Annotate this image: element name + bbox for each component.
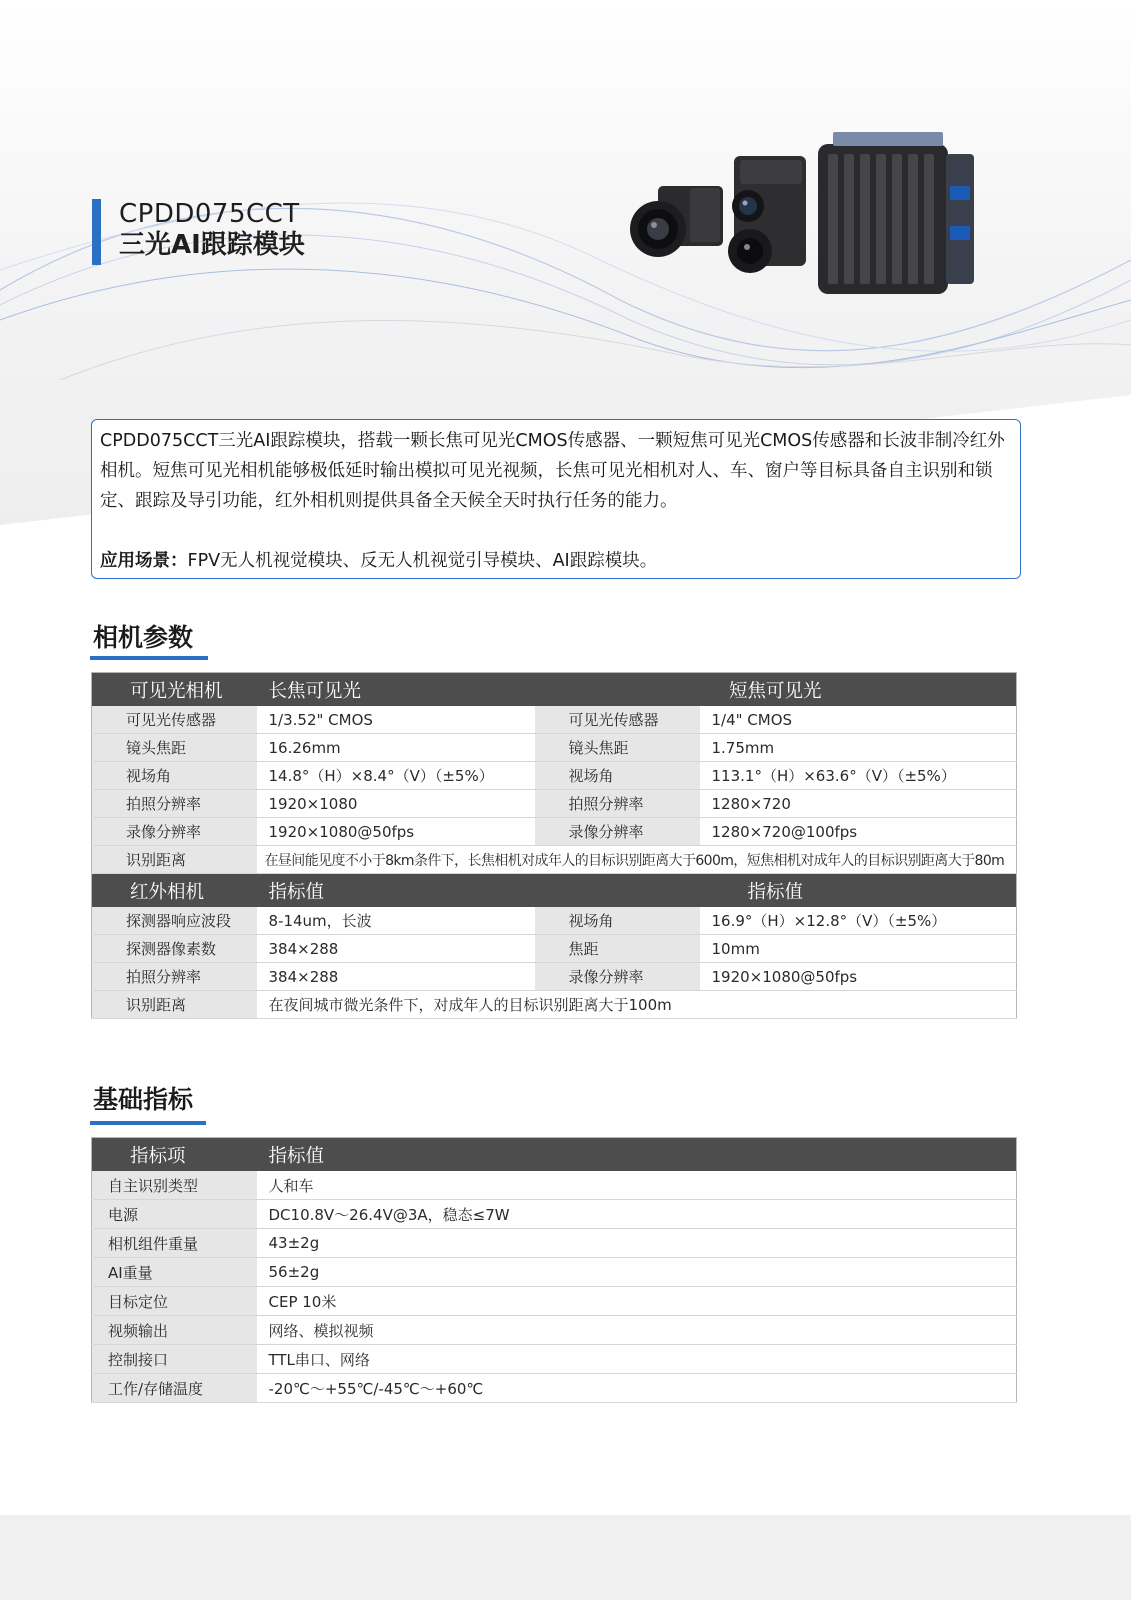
table-row [92,963,1017,991]
row-label: 拍照分辨率 [92,790,257,818]
table-row [92,706,1017,734]
row-label: 探测器响应波段 [92,907,257,935]
row-value: 1/3.52" CMOS [257,706,535,734]
intro-description: CPDD075CCT三光AI跟踪模块，搭载一颗长焦可见光CMOS传感器、一颗短焦可见光CMOS传感器和长波非制冷红外相机。短焦可见光相机能够极低延时输出模拟可见光视频，长焦可见光相机对人、车、窗户等目标具备自主识别和锁定、跟踪及导引功能，红外相机则提供具备全天候全天时执行任务的能力。 [100,431,1005,511]
row-value: 1920×1080@50fps [700,963,1017,991]
table-row [92,907,1017,935]
row-label: 识别距离 [92,991,257,1019]
infrared-header-value: 指标值 [257,874,535,908]
camera-section-title: 相机参数 [93,623,194,652]
infrared-header-value-2: 指标值 [535,874,1017,908]
row-value: 1.75mm [700,734,1017,762]
row-label: 视场角 [92,762,257,790]
row-value: 10mm [700,935,1017,963]
row-value: 1920×1080@50fps [257,818,535,846]
table-row [92,734,1017,762]
table-row [92,1200,1017,1229]
footer-band [0,1515,1131,1600]
row-label: 录像分辨率 [535,963,700,991]
camera-params-table [91,672,1017,1019]
row-value: 56±2g [257,1258,1017,1287]
row-label: 录像分辨率 [92,818,257,846]
row-label: 电源 [92,1200,257,1229]
visible-header-long: 长焦可见光 [257,673,535,707]
row-value: 14.8°（H）×8.4°（V）（±5%） [257,762,535,790]
row-value: -20℃～+55℃/-45℃～+60℃ [257,1374,1017,1403]
row-value: 384×288 [257,935,535,963]
intro-box [91,419,1021,579]
row-label: 拍照分辨率 [92,963,257,991]
product-title [92,199,305,265]
row-value: 8-14um，长波 [257,907,535,935]
row-label: 探测器像素数 [92,935,257,963]
base-header-value: 指标值 [257,1138,1017,1172]
table-row [92,762,1017,790]
camera-section-underline [90,656,208,660]
table-row [92,1345,1017,1374]
row-value: 113.1°（H）×63.6°（V）（±5%） [700,762,1017,790]
application-scenarios [100,546,1012,576]
row-value: 1920×1080 [257,790,535,818]
visible-range-value: 在昼间能见度不小于8km条件下，长焦相机对成年人的目标识别距离大于600m，短焦相机对成年人的目标识别距离大于80m [257,846,1017,874]
product-name: 三光AI跟踪模块 [119,230,305,260]
table-row [92,1374,1017,1403]
row-value: 网络、模拟视频 [257,1316,1017,1345]
visible-header-short: 短焦可见光 [535,673,1017,707]
table-row [92,790,1017,818]
row-label: 可见光传感器 [535,706,700,734]
row-label: 视场角 [535,762,700,790]
row-value: 16.26mm [257,734,535,762]
base-section-title: 基础指标 [93,1085,194,1114]
product-model: CPDD075CCT [119,199,300,229]
row-value: 1280×720 [700,790,1017,818]
table-row [92,1287,1017,1316]
row-label: 目标定位 [92,1287,257,1316]
row-value: DC10.8V～26.4V@3A，稳态≤7W [257,1200,1017,1229]
base-header-label: 指标项 [92,1138,257,1172]
visible-header-label: 可见光相机 [92,673,257,707]
table-row [92,1258,1017,1287]
base-header-row [92,1138,1017,1172]
row-value: 384×288 [257,963,535,991]
table-row [92,1229,1017,1258]
application-label: 应用场景： [100,551,188,571]
row-label: 可见光传感器 [92,706,257,734]
application-text: FPV无人机视觉模块、反无人机视觉引导模块、AI跟踪模块。 [187,551,658,571]
row-label: 工作/存储温度 [92,1374,257,1403]
row-value: 1/4" CMOS [700,706,1017,734]
infrared-header-row [92,874,1017,908]
row-label: 录像分辨率 [535,818,700,846]
row-label: 视场角 [535,907,700,935]
infrared-header-label: 红外相机 [92,874,257,908]
row-label: AI重量 [92,1258,257,1287]
row-value: TTL串口、网络 [257,1345,1017,1374]
table-row [92,1171,1017,1200]
row-label: 拍照分辨率 [535,790,700,818]
row-label: 相机组件重量 [92,1229,257,1258]
table-row [92,1316,1017,1345]
row-label: 视频输出 [92,1316,257,1345]
row-label: 镜头焦距 [535,734,700,762]
table-row [92,991,1017,1019]
base-metrics-table [91,1137,1017,1403]
table-row [92,935,1017,963]
row-label: 镜头焦距 [92,734,257,762]
row-label: 识别距离 [92,846,257,874]
row-value: 16.9°（H）×12.8°（V）（±5%） [700,907,1017,935]
visible-header-row [92,673,1017,707]
row-value: 1280×720@100fps [700,818,1017,846]
row-label: 控制接口 [92,1345,257,1374]
table-row [92,846,1017,874]
table-row [92,818,1017,846]
row-label: 自主识别类型 [92,1171,257,1200]
row-value: CEP 10米 [257,1287,1017,1316]
row-value: 43±2g [257,1229,1017,1258]
row-label: 焦距 [535,935,700,963]
row-value: 人和车 [257,1171,1017,1200]
product-image [628,126,988,306]
base-section-underline [90,1121,206,1125]
infrared-range-value: 在夜间城市微光条件下，对成年人的目标识别距离大于100m [257,991,1017,1019]
